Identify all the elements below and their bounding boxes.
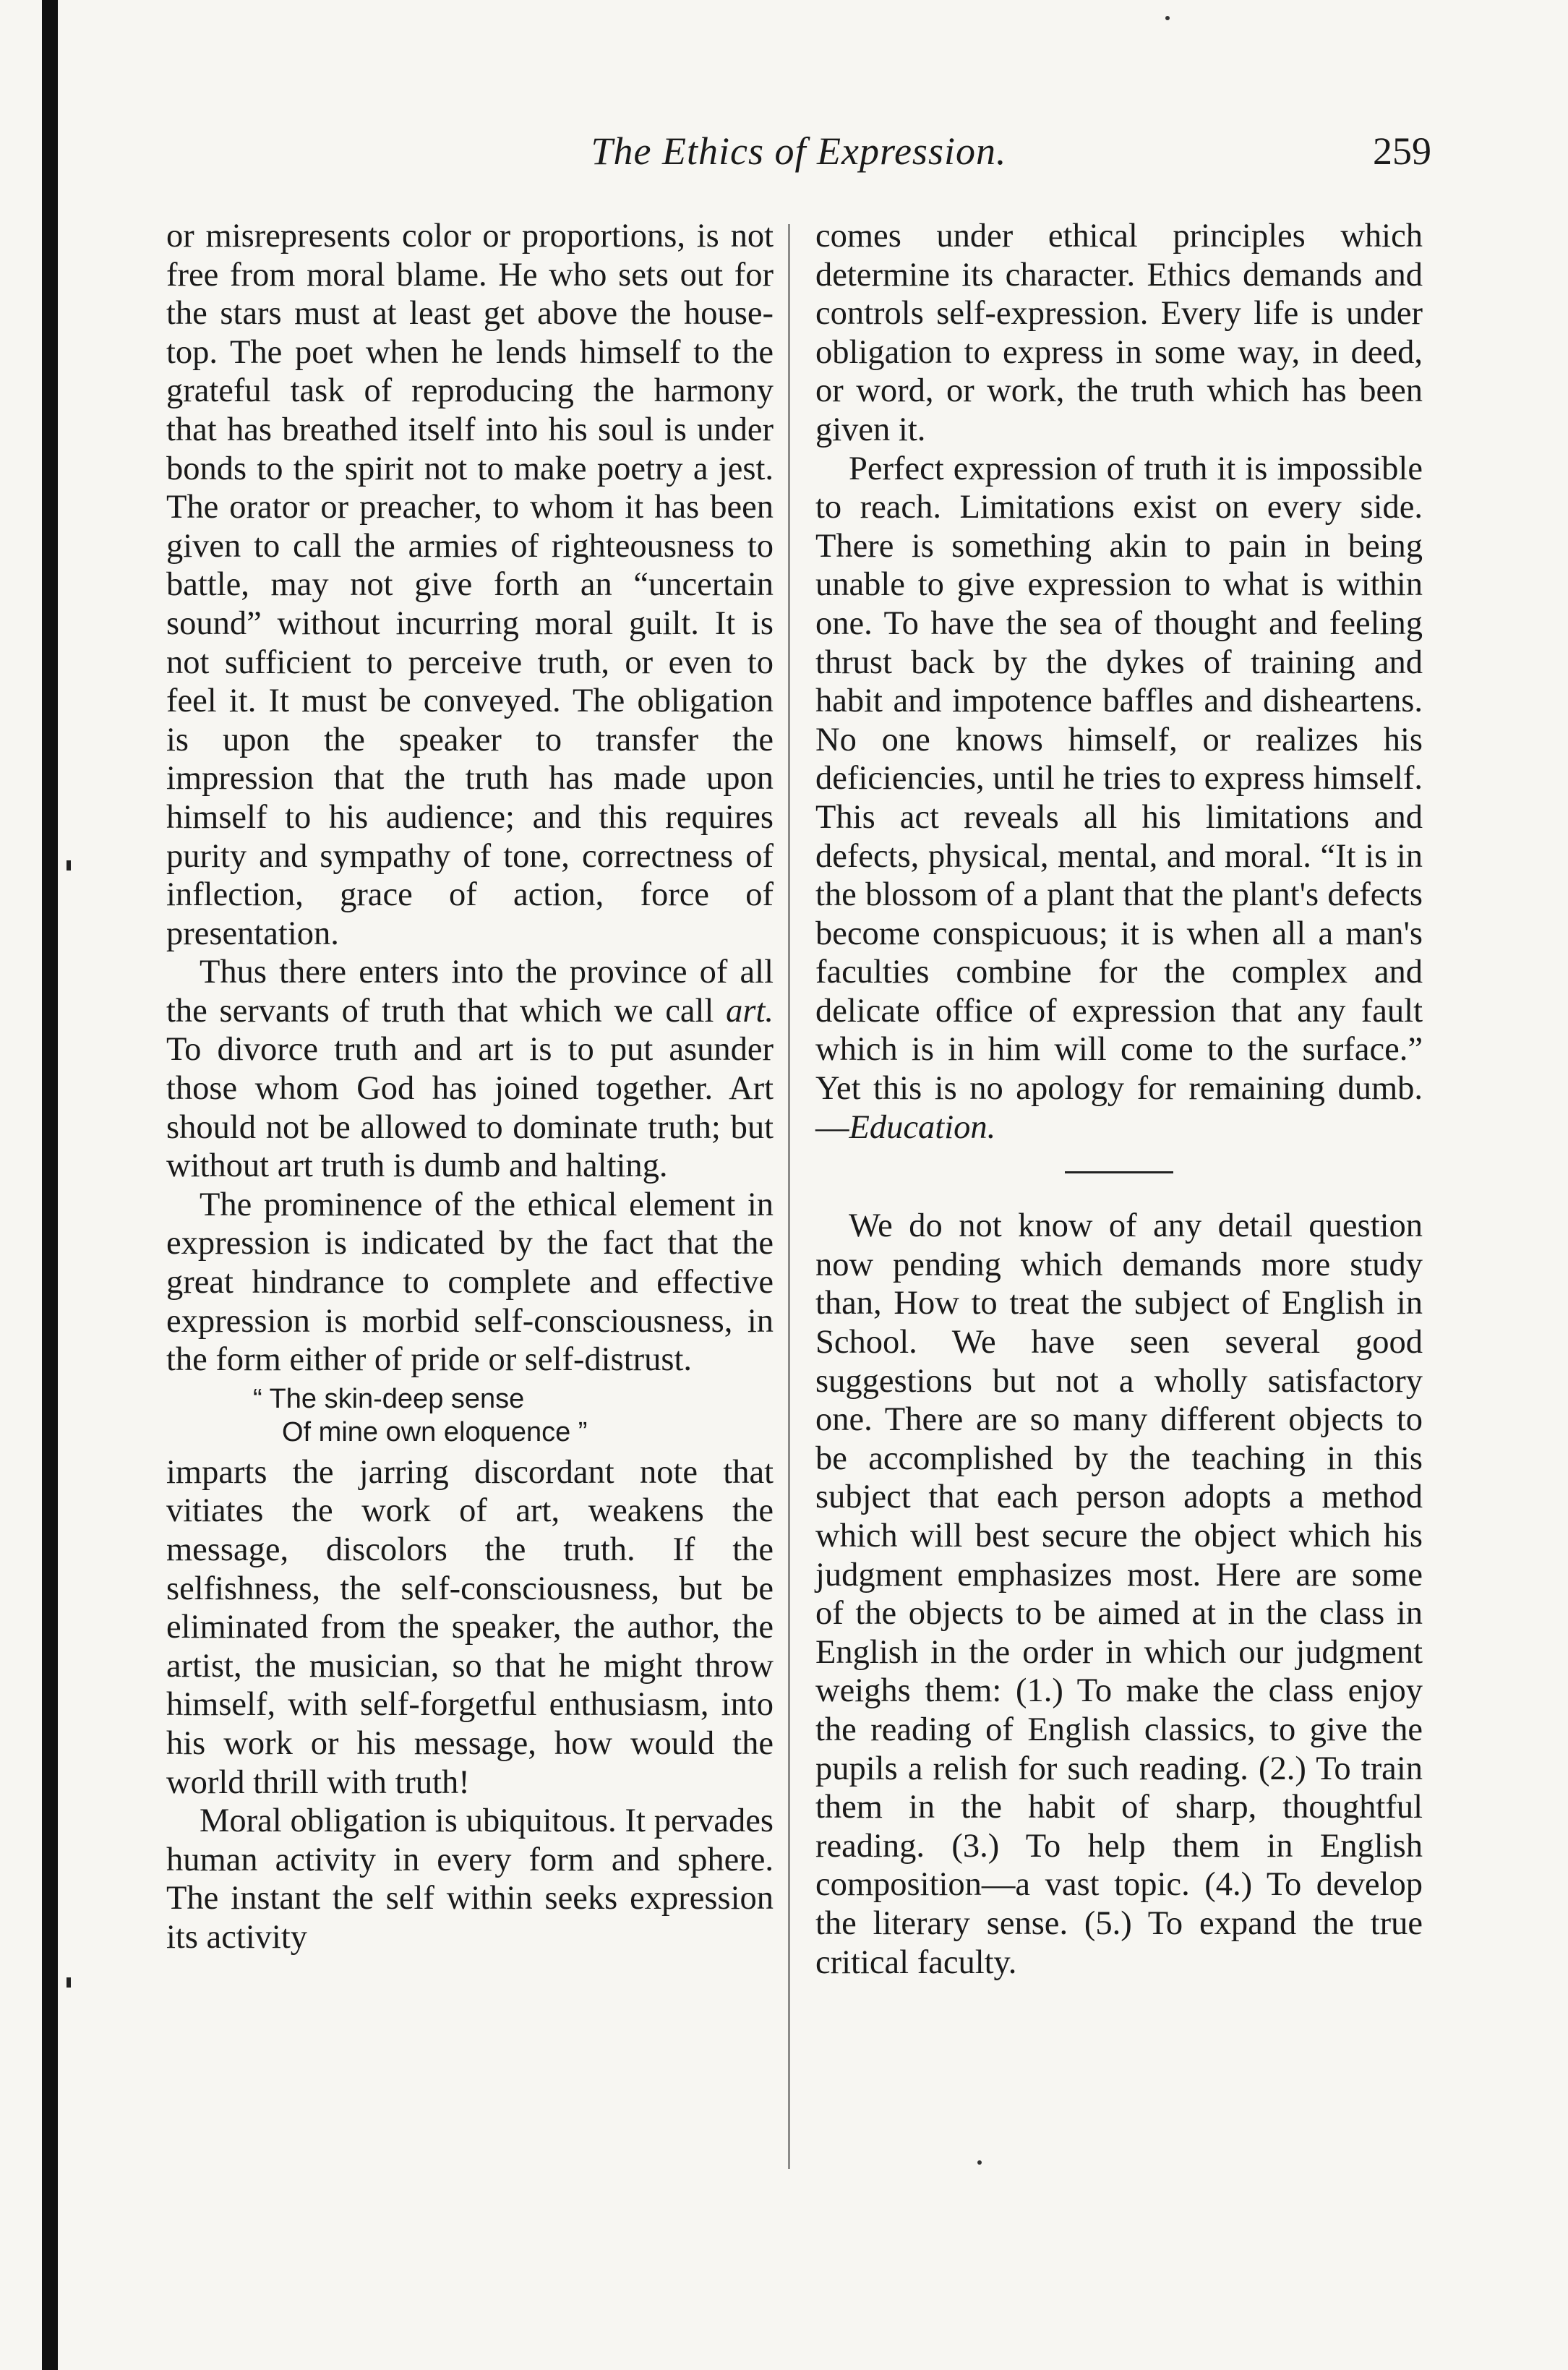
source-citation: Education.: [849, 1108, 996, 1146]
right-paragraph-3: We do not know of any detail question now pending which demands more study than, How to treat the subject of English in School. We have seen several good suggestions but not a wholly satisfactory one. There are so many different objects to be accomplished by the teaching in this subject that each person adopts a method which will best secure the object which his judgment emphasizes most. Here are some of the objects to be aimed at in the class in English in the order in which our judgment weighs them: (1.) To make the class enjoy the reading of English classics, to give the pupils a relish for such reading. (2.) To train them in the habit of sharp, thoughtful reading. (3.) To help them in English composition—a vast topic. (4.) To develop the literary sense. (5.) To expand the true critical faculty.: [815, 1207, 1423, 1981]
left-paragraph-4: imparts the jarring discordant note that vitiates the work of art, weakens the message, discolors the truth. If the selfishness, the self-consciousness, but be eliminated from the speaker, the author, the artist, the musician, so that he might throw himself, with self-forgetful enthusiasm, into his work or his message, how would the world thrill with truth!: [166, 1453, 774, 1801]
left-paragraph-2: [166, 953, 774, 1186]
scan-dot: [1165, 16, 1170, 20]
page-number: 259: [1373, 129, 1431, 173]
running-title: The Ethics of Expression.: [591, 129, 1007, 173]
left-paragraph-3: The prominence of the ethical element in expression is indicated by the fact that the great hindrance to complete and effective expression is morbid self-consciousness, in the form either of pride or self-distrust.: [166, 1186, 774, 1379]
right-p2-text: Perfect expression of truth it is impossible to reach. Limitations exist on every side. There is something akin to pain in being unable to give expression to what is within one. To have the sea of thought and feeling thrust back by the dykes of training and habit and impotence baffles and disheartens. No one knows himself, or realizes his deficiencies, until he tries to express himself. This act reveals all his limitations and defects, physical, mental, and moral. “It is in the blossom of a plant that the plant's defects become conspicuous; it is when all a man's faculties combine for the complex and delicate office of expression that any fault which is in him will come to the surface.” Yet this is no apology for remaining dumb.—: [815, 450, 1423, 1146]
page-header: [166, 129, 1431, 179]
scan-dot: [977, 2160, 982, 2165]
left-paragraph-1: or misrepresents color or proportions, is not free from moral blame. He who sets out for the stars must at least get above the house-top. The poet when he lends himself to the grateful task of reproducing the harmony that has breathed itself into his soul is under bonds to the spirit not to make poetry a jest. The orator or preacher, to whom it has been given to call the armies of righteousness to battle, may not give forth an “uncertain sound” without incurring moral guilt. It is not sufficient to perceive truth, or even to feel it. It must be conveyed. The obligation is upon the speaker to transfer the impression that the truth has made upon himself to his audience; and this requires purity and sympathy of tone, correctness of inflection, grace of action, force of presentation.: [166, 218, 774, 952]
quote-line-2: Of mine own eloquence ”: [282, 1416, 588, 1447]
right-paragraph-1: comes under ethical principles which determine its character. Ethics demands and controls self-expression. Every life is under obligation to express in some way, in deed, or word, or work, the truth which has been given it.: [815, 218, 1423, 448]
left-column: [166, 217, 774, 1957]
quote-line-1: “ The skin-deep sense: [253, 1383, 525, 1414]
p2-emphasis: art.: [726, 992, 774, 1030]
p2-text-b: To divorce truth and art is to put asunder those whom God has joined together. Art should not be allowed to dominate truth; but without art truth is dumb and halting.: [166, 1031, 774, 1185]
column-divider: [788, 224, 790, 2169]
section-separator: [1065, 1171, 1173, 1173]
block-quote: [166, 1382, 774, 1449]
right-paragraph-2: [815, 450, 1423, 1147]
scan-speck: [67, 860, 71, 870]
left-paragraph-5: Moral obligation is ubiquitous. It pervades human activity in every form and sphere. The instant the self within seeks expression its activity: [166, 1802, 774, 1956]
scan-binding-edge: [42, 0, 58, 2370]
p2-text-a: Thus there enters into the province of all the servants of truth that which we call: [166, 954, 774, 1030]
scan-speck: [67, 1977, 71, 1988]
right-column: [815, 217, 1423, 1982]
